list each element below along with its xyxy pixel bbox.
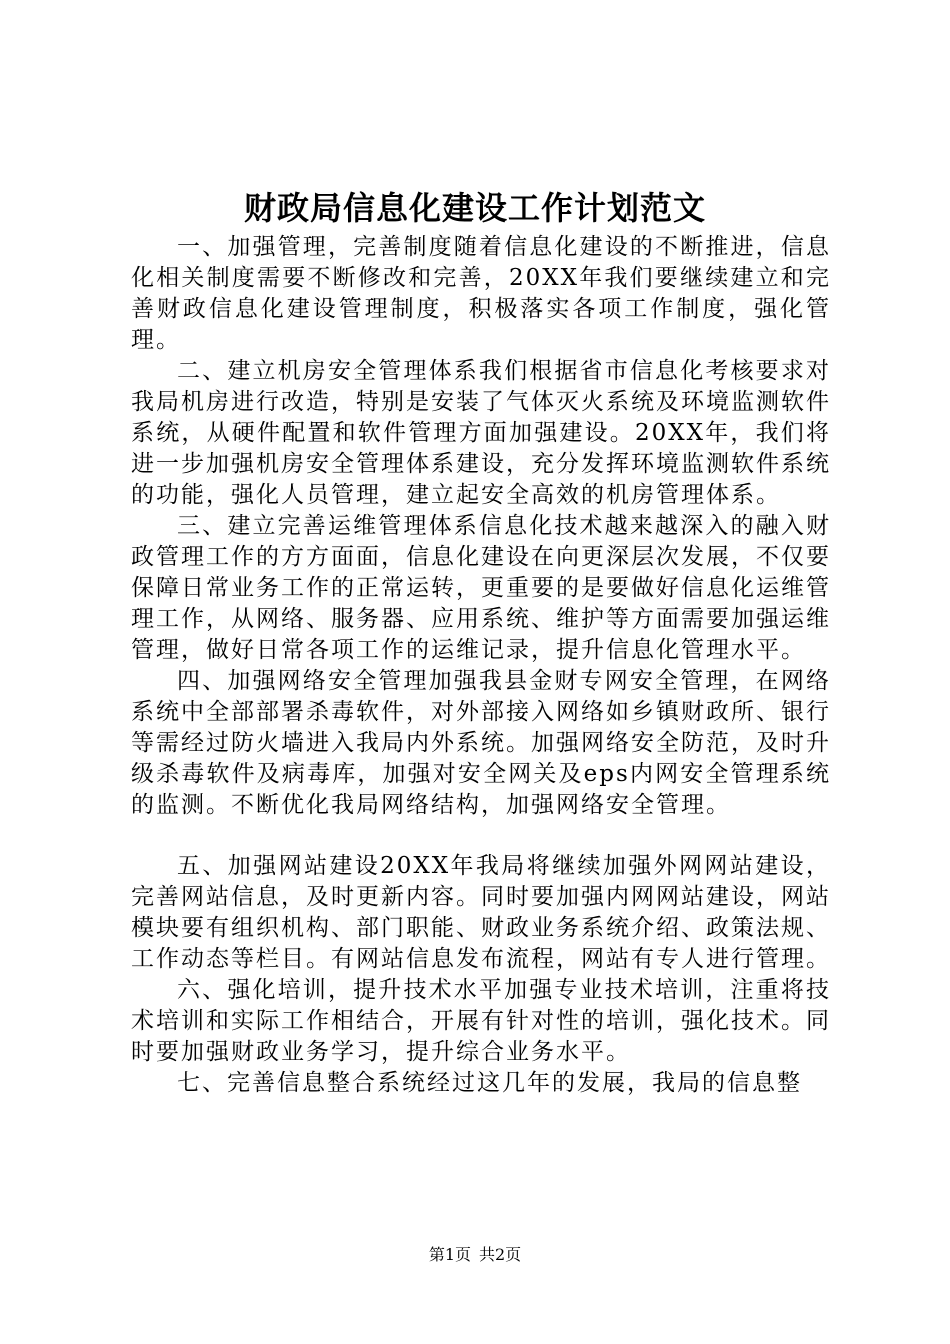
document-title: 财政局信息化建设工作计划范文 xyxy=(243,189,706,227)
page-number: 第1页 xyxy=(428,1245,471,1264)
paragraph-6: 六、强化培训，提升技术水平加强专业技术培训，注重将技术培训和实际工作相结合，开展有针对性的培训，强化技术。同时要加强财政业务学习，提升综合业务水平。 xyxy=(131,977,831,1065)
page-footer xyxy=(0,1244,950,1266)
paragraph-7: 七、完善信息整合系统经过这几年的发展，我局的信息整 xyxy=(177,1070,802,1096)
page-total: 共2页 xyxy=(479,1245,522,1264)
paragraph-1: 一、加强管理，完善制度随着信息化建设的不断推进，信息化相关制度需要不断修改和完善，20XX年我们要继续建立和完善财政信息化建设管理制度，积极落实各项工作制度，强化管理。 xyxy=(131,234,831,353)
paragraph-4: 四、加强网络安全管理加强我县金财专网安全管理，在网络系统中全部部署杀毒软件，对外部接入网络如乡镇财政所、银行等需经过防火墙进入我局内外系统。加强网络安全防范，及时升级杀毒软件及病毒库，加强对安全网关及eps内网安全管理系统的监测。不断优化我局网络结构，加强网络安全管理。 xyxy=(131,668,831,818)
paragraph-5: 五、加强网站建设20XX年我局将继续加强外网网站建设，完善网站信息，及时更新内容。同时要加强内网网站建设，网站模块要有组织机构、部门职能、财政业务系统介绍、政策法规、工作动态等栏目。有网站信息发布流程，网站有专人进行管理。 xyxy=(131,853,831,972)
paragraph-3: 三、建立完善运维管理体系信息化技术越来越深入的融入财政管理工作的方方面面，信息化建设在向更深层次发展，不仅要保障日常业务工作的正常运转，更重要的是要做好信息化运维管理工作，从网络、服务器、应用系统、维护等方面需要加强运维管理，做好日常各项工作的运维记录，提升信息化管理水平。 xyxy=(131,513,831,663)
paragraph-2: 二、建立机房安全管理体系我们根据省市信息化考核要求对我局机房进行改造，特别是安装了气体灭火系统及环境监测软件系统，从硬件配置和软件管理方面加强建设。20XX年，我们将进一步加强机房安全管理体系建设，充分发挥环境监测软件系统的功能，强化人员管理，建立起安全高效的机房管理体系。 xyxy=(131,358,831,508)
document-body xyxy=(131,232,831,1099)
